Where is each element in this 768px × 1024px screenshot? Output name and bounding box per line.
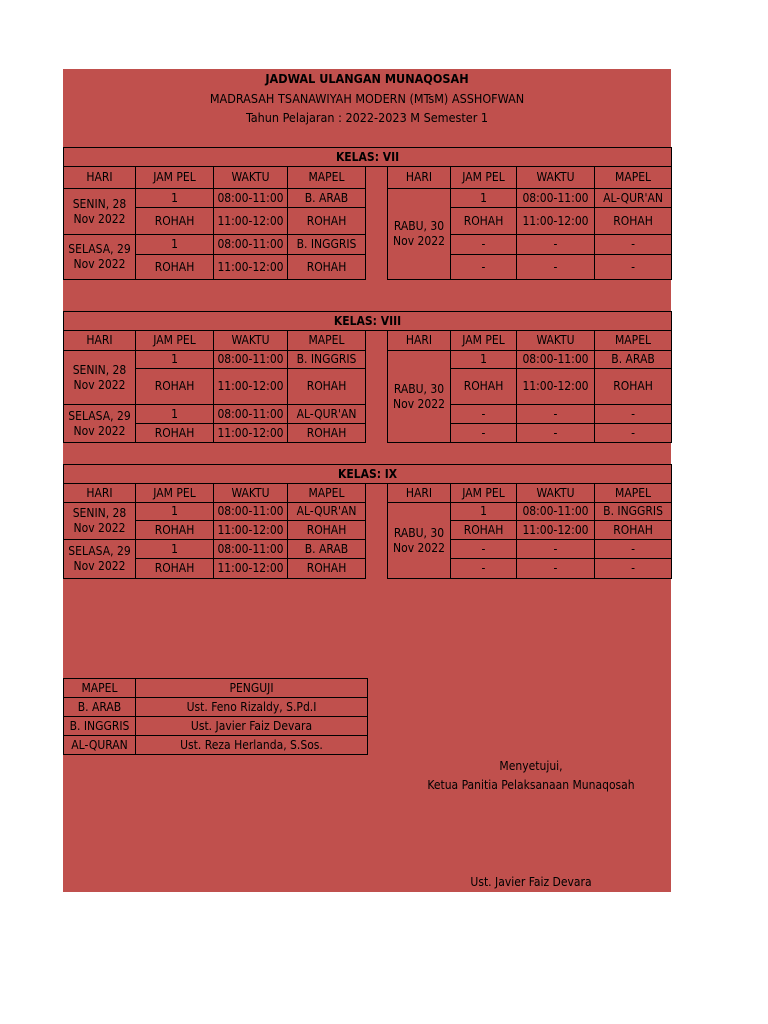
jam-pel-cell: - bbox=[451, 540, 517, 559]
column-gap bbox=[366, 484, 388, 579]
kelas-title: KELAS: IX bbox=[64, 465, 672, 484]
col-header-mapel: MAPEL bbox=[288, 331, 366, 351]
penguji-table bbox=[63, 678, 368, 755]
waktu-cell: 11:00-12:00 bbox=[517, 208, 595, 235]
col-header-mapel: MAPEL bbox=[595, 331, 672, 351]
school-name: MADRASAH TSANAWIYAH MODERN (MTsM) ASSHOFWAN bbox=[209, 91, 525, 106]
mapel-cell: AL-QUR'AN bbox=[595, 189, 672, 208]
penguji-row bbox=[64, 736, 368, 755]
penguji-header-row bbox=[64, 679, 368, 698]
penguji-row bbox=[64, 717, 368, 736]
approval-text: Menyetujui, bbox=[499, 759, 563, 773]
mapel-cell: ROHAH bbox=[288, 424, 366, 443]
jam-pel-cell: ROHAH bbox=[136, 208, 214, 235]
mapel-cell: ROHAH bbox=[595, 521, 672, 540]
waktu-cell: 11:00-12:00 bbox=[517, 521, 595, 540]
col-header-jam: JAM PEL bbox=[451, 331, 517, 351]
mapel-cell: - bbox=[595, 540, 672, 559]
col-header-jam: JAM PEL bbox=[136, 167, 214, 189]
mapel-cell: ROHAH bbox=[288, 255, 366, 280]
day-cell: SENIN, 28 Nov 2022 bbox=[64, 189, 136, 235]
column-header-row bbox=[64, 484, 672, 503]
jam-pel-cell: ROHAH bbox=[136, 424, 214, 443]
day-cell: SELASA, 29 Nov 2022 bbox=[64, 235, 136, 280]
waktu-cell: 11:00-12:00 bbox=[214, 559, 288, 579]
col-header-jam: JAM PEL bbox=[136, 484, 214, 503]
jam-pel-cell: 1 bbox=[136, 189, 214, 208]
waktu-cell: 11:00-12:00 bbox=[214, 521, 288, 540]
waktu-cell: 08:00-11:00 bbox=[214, 405, 288, 424]
mapel-cell: - bbox=[595, 255, 672, 280]
waktu-cell: 11:00-12:00 bbox=[214, 208, 288, 235]
penguji-mapel: AL-QURAN bbox=[64, 736, 136, 755]
mapel-cell: ROHAH bbox=[288, 559, 366, 579]
waktu-cell: 11:00-12:00 bbox=[214, 255, 288, 280]
academic-year: Tahun Pelajaran : 2022-2023 M Semester 1 bbox=[245, 110, 489, 125]
penguji-name: Ust. Javier Faiz Devara bbox=[136, 717, 368, 736]
waktu-cell: - bbox=[517, 255, 595, 280]
mapel-cell: AL-QUR'AN bbox=[288, 503, 366, 521]
penguji-head-mapel: MAPEL bbox=[64, 679, 136, 698]
col-header-hari: HARI bbox=[388, 331, 451, 351]
jam-pel-cell: - bbox=[451, 405, 517, 424]
mapel-cell: ROHAH bbox=[595, 369, 672, 405]
penguji-name: Ust. Feno Rizaldy, S.Pd.I bbox=[136, 698, 368, 717]
penguji-mapel: B. INGGRIS bbox=[64, 717, 136, 736]
jam-pel-cell: - bbox=[451, 424, 517, 443]
col-header-waktu: WAKTU bbox=[517, 167, 595, 189]
col-header-hari: HARI bbox=[64, 331, 136, 351]
mapel-cell: - bbox=[595, 405, 672, 424]
waktu-cell: 08:00-11:00 bbox=[214, 351, 288, 369]
signer-name: Ust. Javier Faiz Devara bbox=[470, 875, 592, 889]
kelas-title: KELAS: VIII bbox=[64, 312, 672, 331]
mapel-cell: B. INGGRIS bbox=[288, 351, 366, 369]
day-cell: SENIN, 28 Nov 2022 bbox=[64, 503, 136, 540]
col-header-hari: HARI bbox=[64, 484, 136, 503]
col-header-jam: JAM PEL bbox=[451, 167, 517, 189]
col-header-hari: HARI bbox=[64, 167, 136, 189]
col-header-waktu: WAKTU bbox=[214, 167, 288, 189]
jam-pel-cell: 1 bbox=[136, 235, 214, 255]
mapel-cell: - bbox=[595, 559, 672, 579]
kelas-title: KELAS: VII bbox=[64, 148, 672, 167]
waktu-cell: - bbox=[517, 405, 595, 424]
waktu-cell: 11:00-12:00 bbox=[517, 369, 595, 405]
day-cell: RABU, 30 Nov 2022 bbox=[388, 351, 451, 443]
col-header-waktu: WAKTU bbox=[214, 484, 288, 503]
schedule-sheet bbox=[63, 69, 671, 892]
col-header-mapel: MAPEL bbox=[288, 484, 366, 503]
waktu-cell: - bbox=[517, 235, 595, 255]
col-header-hari: HARI bbox=[388, 167, 451, 189]
mapel-cell: B. INGGRIS bbox=[595, 503, 672, 521]
day-cell: SENIN, 28 Nov 2022 bbox=[64, 351, 136, 405]
mapel-cell: ROHAH bbox=[288, 208, 366, 235]
penguji-row bbox=[64, 698, 368, 717]
jam-pel-cell: 1 bbox=[136, 405, 214, 424]
jam-pel-cell: ROHAH bbox=[451, 369, 517, 405]
col-header-hari: HARI bbox=[388, 484, 451, 503]
day-cell: SELASA, 29 Nov 2022 bbox=[64, 540, 136, 579]
jam-pel-cell: 1 bbox=[136, 351, 214, 369]
waktu-cell: - bbox=[517, 424, 595, 443]
jam-pel-cell: ROHAH bbox=[136, 521, 214, 540]
jam-pel-cell: 1 bbox=[136, 503, 214, 521]
day-cell: RABU, 30 Nov 2022 bbox=[388, 189, 451, 280]
mapel-cell: - bbox=[595, 424, 672, 443]
mapel-cell: B. ARAB bbox=[288, 189, 366, 208]
mapel-cell: ROHAH bbox=[595, 208, 672, 235]
jam-pel-cell: 1 bbox=[451, 351, 517, 369]
mapel-cell: AL-QUR'AN bbox=[288, 405, 366, 424]
waktu-cell: - bbox=[517, 540, 595, 559]
jam-pel-cell: - bbox=[451, 235, 517, 255]
jam-pel-cell: 1 bbox=[136, 540, 214, 559]
col-header-waktu: WAKTU bbox=[214, 331, 288, 351]
kelas-table bbox=[63, 311, 672, 443]
col-header-jam: JAM PEL bbox=[136, 331, 214, 351]
mapel-cell: B. ARAB bbox=[288, 540, 366, 559]
penguji-name: Ust. Reza Herlanda, S.Sos. bbox=[136, 736, 368, 755]
column-gap bbox=[366, 167, 388, 280]
column-header-row bbox=[64, 167, 672, 189]
column-header-row bbox=[64, 331, 672, 351]
waktu-cell: 11:00-12:00 bbox=[214, 369, 288, 405]
col-header-waktu: WAKTU bbox=[517, 331, 595, 351]
document-title: JADWAL ULANGAN MUNAQOSAH bbox=[265, 71, 469, 86]
waktu-cell: 08:00-11:00 bbox=[517, 503, 595, 521]
day-cell: RABU, 30 Nov 2022 bbox=[388, 503, 451, 579]
waktu-cell: 08:00-11:00 bbox=[517, 189, 595, 208]
waktu-cell: 08:00-11:00 bbox=[214, 540, 288, 559]
mapel-cell: B. INGGRIS bbox=[288, 235, 366, 255]
waktu-cell: 08:00-11:00 bbox=[214, 189, 288, 208]
jam-pel-cell: 1 bbox=[451, 503, 517, 521]
kelas-table bbox=[63, 464, 672, 579]
waktu-cell: - bbox=[517, 559, 595, 579]
waktu-cell: 08:00-11:00 bbox=[517, 351, 595, 369]
jam-pel-cell: ROHAH bbox=[136, 369, 214, 405]
mapel-cell: ROHAH bbox=[288, 369, 366, 405]
col-header-waktu: WAKTU bbox=[517, 484, 595, 503]
col-header-mapel: MAPEL bbox=[595, 167, 672, 189]
jam-pel-cell: - bbox=[451, 255, 517, 280]
signer-role: Ketua Panitia Pelaksanaan Munaqosah bbox=[427, 778, 635, 792]
jam-pel-cell: ROHAH bbox=[451, 208, 517, 235]
mapel-cell: B. ARAB bbox=[595, 351, 672, 369]
day-cell: SELASA, 29 Nov 2022 bbox=[64, 405, 136, 443]
jam-pel-cell: ROHAH bbox=[136, 255, 214, 280]
col-header-mapel: MAPEL bbox=[288, 167, 366, 189]
jam-pel-cell: - bbox=[451, 559, 517, 579]
penguji-mapel: B. ARAB bbox=[64, 698, 136, 717]
mapel-cell: ROHAH bbox=[288, 521, 366, 540]
jam-pel-cell: ROHAH bbox=[136, 559, 214, 579]
col-header-mapel: MAPEL bbox=[595, 484, 672, 503]
col-header-jam: JAM PEL bbox=[451, 484, 517, 503]
jam-pel-cell: 1 bbox=[451, 189, 517, 208]
column-gap bbox=[366, 331, 388, 443]
waktu-cell: 08:00-11:00 bbox=[214, 235, 288, 255]
jam-pel-cell: ROHAH bbox=[451, 521, 517, 540]
waktu-cell: 11:00-12:00 bbox=[214, 424, 288, 443]
kelas-table bbox=[63, 147, 672, 280]
penguji-head-penguji: PENGUJI bbox=[136, 679, 368, 698]
mapel-cell: - bbox=[595, 235, 672, 255]
waktu-cell: 08:00-11:00 bbox=[214, 503, 288, 521]
